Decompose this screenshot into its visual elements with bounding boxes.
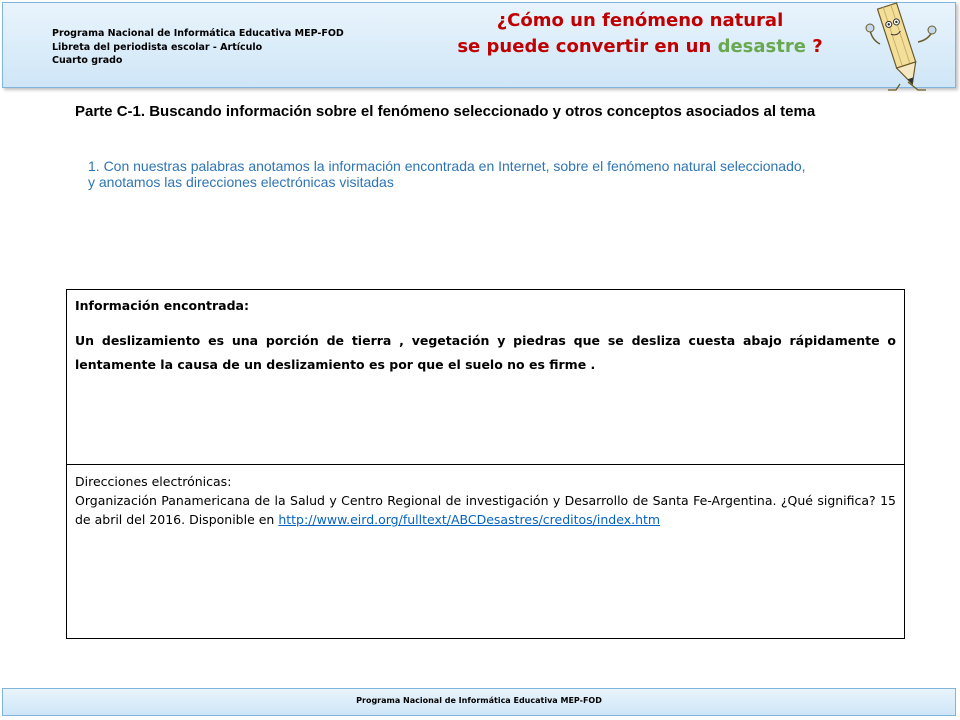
section-heading: Parte C-1. Buscando información sobre el fenómeno seleccionado y otros conceptos asociados al tema — [75, 103, 816, 120]
program-name: Programa Nacional de Informática Educativa MEP-FOD — [52, 28, 344, 39]
addresses-label: Direcciones electrónicas: — [75, 474, 232, 489]
instruction-text — [88, 158, 856, 190]
title-line-2 — [430, 34, 850, 60]
title-line-1: ¿Cómo un fenómeno natural — [496, 10, 784, 31]
title-line-2-suffix: ? — [805, 36, 823, 57]
info-text: Un deslizamiento es una porción de tierra , vegetación y piedras que se desliza cuesta abajo rápidamente o lentamente la causa de un deslizamiento es por que el suelo no es firme . — [75, 333, 896, 372]
content-table — [66, 289, 905, 639]
addresses-cell — [67, 465, 904, 638]
citation-link[interactable]: http://www.eird.org/fulltext/ABCDesastres/creditos/index.htm — [278, 512, 661, 527]
footer-band — [2, 688, 956, 716]
notebook-name: Libreta del periodista escolar - Artículo — [52, 41, 263, 53]
footer-text: Programa Nacional de Informática Educativa MEP-FOD — [356, 696, 602, 705]
instruction-line-1: 1. Con nuestras palabras anotamos la información encontrada en Internet, sobre el fenómeno natural seleccionado, — [88, 158, 806, 174]
instruction-line-2: y anotamos las direcciones electrónicas visitadas — [88, 174, 394, 190]
page-title — [430, 8, 850, 60]
citation-text: Organización Panamericana de la Salud y Centro Regional de investigación y Desarrollo de Santa Fe-Argentina. ¿Qué significa? 15 de abril del 2016. Disponible en — [75, 493, 896, 527]
pencil-character-icon — [860, 0, 940, 92]
info-cell — [67, 290, 904, 465]
title-line-2-prefix: se puede convertir en un — [457, 36, 718, 57]
info-label: Información encontrada: — [75, 298, 249, 313]
program-info — [52, 27, 344, 68]
citation — [75, 491, 896, 529]
title-highlight: desastre — [717, 36, 806, 57]
grade-label: Cuarto grado — [52, 55, 123, 66]
